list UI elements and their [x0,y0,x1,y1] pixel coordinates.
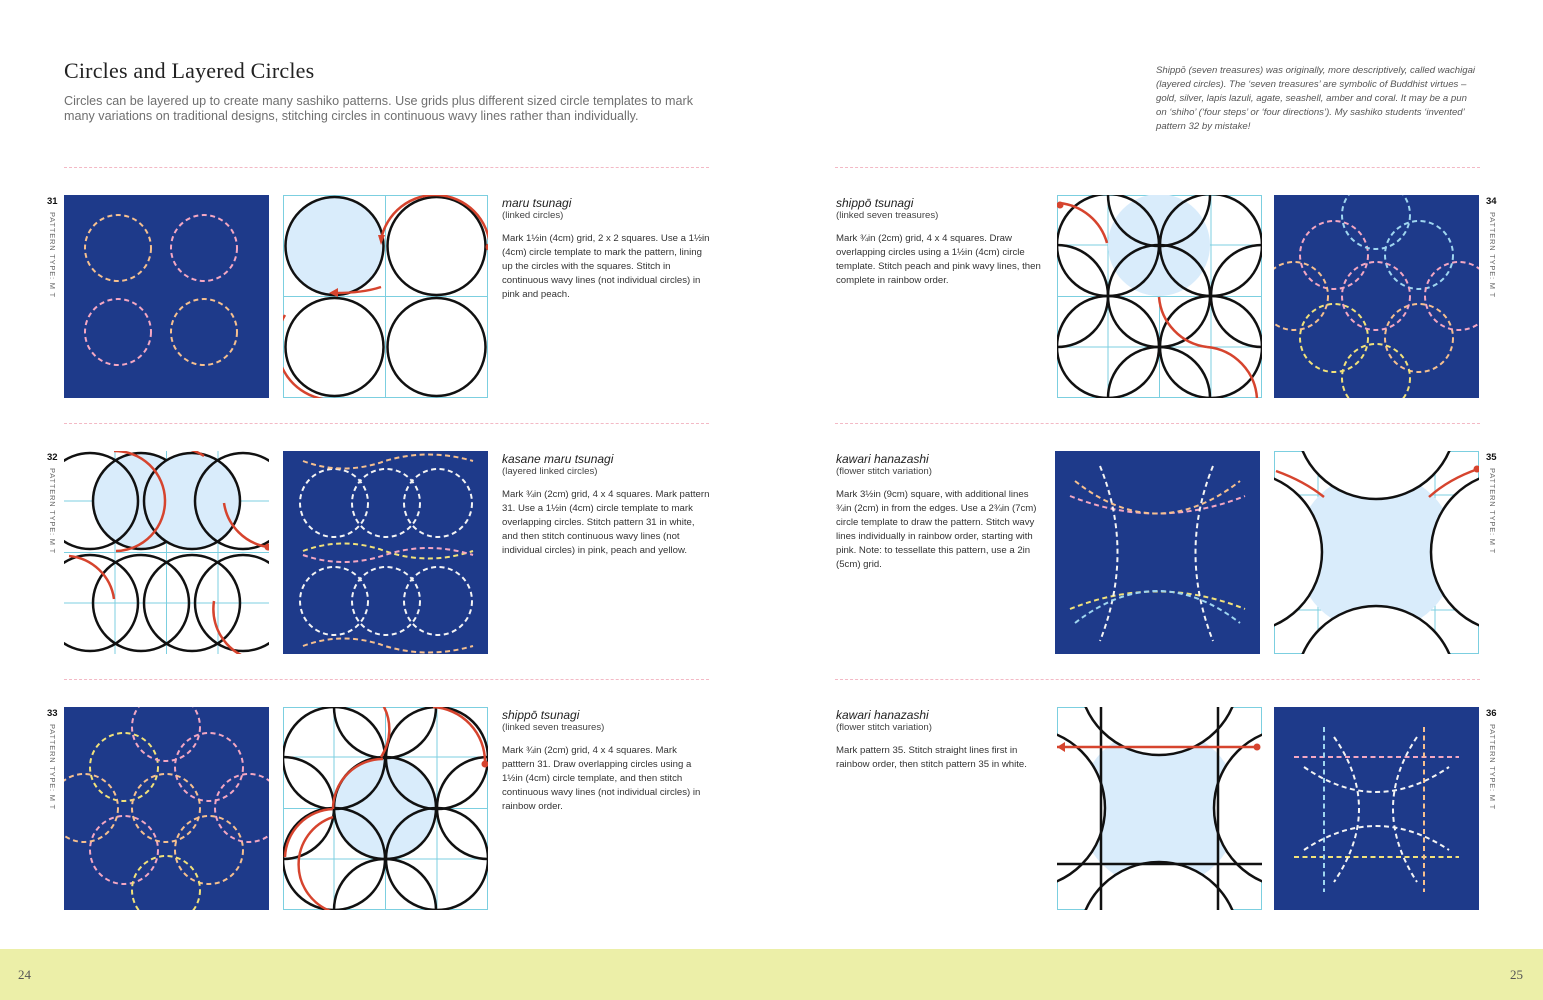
pattern-subtitle: (flower stitch variation) [836,722,932,733]
pattern-number-32: 32 [47,452,58,463]
pattern-number-31: 31 [47,196,58,207]
fabric-sample-35 [1055,451,1260,654]
pattern-name: kasane maru tsunagi [502,452,614,466]
divider-top-left [64,167,709,168]
pattern-instructions: Mark pattern 35. Stitch straight lines first in rainbow order, then stitch pattern 35 in white. [836,745,1027,770]
pattern-name: shippō tsunagi [836,196,914,210]
divider-low-right [835,679,1480,680]
pattern-subtitle: (linked seven treasures) [836,210,939,221]
diagram-32 [64,451,269,654]
pattern-type-label: PATTERN TYPE: M T [48,468,57,554]
divider-mid-right [835,423,1480,424]
diagram-35 [1274,451,1479,654]
pattern-type-label: PATTERN TYPE: M T [1488,212,1497,298]
page-number-right: 25 [1510,967,1523,982]
intro-paragraph: Circles can be layered up to create many sashiko patterns. Use grids plus different sized circle templates to mark many variations on traditional designs, stitching circles in continuous wavy lines rather than individually. [64,94,694,123]
pattern-name: shippō tsunagi [502,708,580,722]
pattern-desc-35 [836,452,1046,572]
pattern-name: kawari hanazashi [836,452,929,466]
pattern-subtitle: (linked seven treasures) [502,722,605,733]
divider-top-right [835,167,1480,168]
diagram-36 [1057,707,1262,910]
pattern-desc-33 [502,708,712,814]
pattern-instructions: Mark ¾in (2cm) grid, 4 x 4 squares. Mark patttern 31. Draw overlapping circles using a 1½in (4cm) circle template, and then stitch continuous wavy lines (not individual circles) in rainbow order. [502,745,701,812]
diagram-31 [283,195,488,398]
sidebar-note: Shippō (seven treasures) was originally, more descriptively, called wachigai (layered circles). The ‘seven treasures’ are symbolic of Buddhist virtues – gold, silver, lapis lazuli, agate, seashell, amber and coral. It may be a pun on ‘shiho’ (‘four steps’ or ‘four directions’). My sashiko students ‘invented’ pattern 32 by mistake! [1156,65,1476,132]
pattern-desc-32 [502,452,712,558]
fabric-sample-36 [1274,707,1479,910]
pattern-subtitle: (layered linked circles) [502,466,598,477]
diagram-34 [1057,195,1262,398]
divider-mid-left [64,423,709,424]
pattern-type-label: PATTERN TYPE: M T [1488,468,1497,554]
fabric-sample-32 [283,451,488,654]
pattern-instructions: Mark ¾in (2cm) grid, 4 x 4 squares. Mark pattern 31. Use a 1½in (4cm) circle template to mark overlapping circles. Stitch pattern 31 in white, and then stitch continuous wavy lines (not individual circles) in pink, peach and yellow. [502,489,710,556]
pattern-number-34: 34 [1486,196,1497,207]
pattern-subtitle: (linked circles) [502,210,564,221]
pattern-number-36: 36 [1486,708,1497,719]
pattern-instructions: Mark 3½in (9cm) square, with additional lines ¾in (2cm) in from the edges. Use a 2¾in (7cm) circle template to draw the pattern. Stitch wavy lines individually in rainbow order, starting with pink. Note: to tessellate this pattern, use a 2in (5cm) grid. [836,489,1037,570]
page-title: Circles and Layered Circles [64,58,315,83]
pattern-instructions: Mark ¾in (2cm) grid, 4 x 4 squares. Draw overlapping circles using a 1½in (4cm) circle template. Stitch peach and pink wavy lines, then complete in rainbow order. [836,233,1041,286]
pattern-type-label: PATTERN TYPE: M T [1488,724,1497,810]
pattern-type-label: PATTERN TYPE: M T [48,212,57,298]
pattern-instructions: Mark 1½in (4cm) grid, 2 x 2 squares. Use a 1½in (4cm) circle template to mark the pattern, lining up the circles with the squares. Stitch in continuous wavy lines (not individual circles) in pink and peach. [502,233,710,300]
pattern-subtitle: (flower stitch variation) [836,466,932,477]
fabric-sample-33 [64,707,269,910]
diagram-33 [283,707,488,910]
fabric-sample-31 [64,195,269,398]
pattern-name: kawari hanazashi [836,708,929,722]
fabric-sample-34 [1274,195,1479,398]
footer-band [0,949,1543,1000]
pattern-type-label: PATTERN TYPE: M T [48,724,57,810]
pattern-desc-34 [836,196,1046,288]
pattern-name: maru tsunagi [502,196,572,210]
pattern-desc-36 [836,708,1046,772]
pattern-number-33: 33 [47,708,58,719]
pattern-number-35: 35 [1486,452,1497,463]
page-number-left: 24 [18,967,31,982]
pattern-desc-31 [502,196,712,302]
divider-low-left [64,679,709,680]
